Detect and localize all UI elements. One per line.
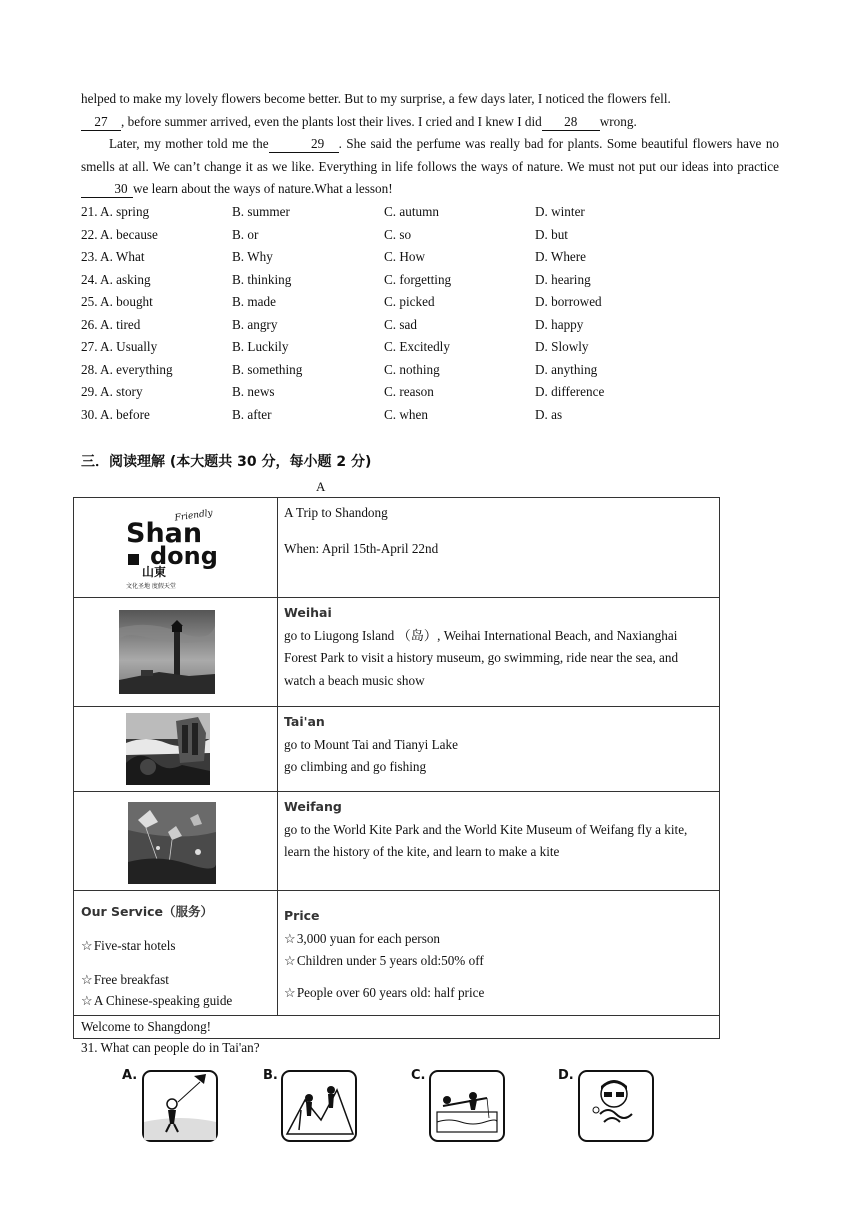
lighthouse-photo bbox=[119, 610, 215, 694]
option-b: B. thinking bbox=[232, 271, 292, 287]
passage-text: , before summer arrived, even the plants lost their lives. I cried and I knew I did bbox=[121, 113, 542, 129]
option-d: D. anything bbox=[535, 361, 598, 377]
option-a: 28. A. everything bbox=[81, 361, 173, 377]
kite-photo bbox=[128, 802, 216, 884]
table-row bbox=[74, 707, 720, 792]
welcome-cell: Welcome to Shangdong! bbox=[74, 1016, 720, 1039]
option-c: C. Excitedly bbox=[384, 339, 450, 354]
option-b: B. something bbox=[232, 361, 303, 377]
option-c: C. sad bbox=[384, 316, 417, 332]
star-icon: ☆ bbox=[81, 972, 93, 987]
option-d: D. happy bbox=[535, 316, 584, 332]
passage-text: . She said the perfume was really bad for plants. Some beautiful flowers have no smells at all. We can’t change it as we like. Everything in life follows the ways of nature. We must not put our ideas into practice bbox=[81, 136, 780, 174]
option-row-26 bbox=[81, 314, 781, 337]
option-a: 30. A. before bbox=[81, 406, 150, 422]
option-a: 23. A. What bbox=[81, 249, 145, 264]
weifang-desc: go to the World Kite Park and the World Kite Museum of Weifang fly a kite, learn the history of the kite, and learn to make a kite bbox=[284, 821, 688, 859]
question-31: 31. What can people do in Tai'an? bbox=[81, 1040, 260, 1055]
passage-paragraph bbox=[81, 133, 779, 201]
price-text: People over 60 years old: half price bbox=[296, 984, 485, 1000]
option-b: B. angry bbox=[232, 316, 278, 332]
passage-line bbox=[81, 88, 779, 111]
weifang-photo-cell bbox=[74, 792, 278, 891]
service-text: A Chinese-speaking guide bbox=[93, 993, 233, 1008]
option-a: 26. A. tired bbox=[81, 316, 141, 332]
option-row-28 bbox=[81, 359, 781, 382]
logo-motto: 文化圣地 度假天堂 bbox=[126, 583, 176, 590]
taian-photo-cell bbox=[74, 707, 278, 792]
option-b: B. Luckily bbox=[232, 339, 289, 354]
taian-activities: go climbing and go fishing bbox=[284, 759, 427, 774]
option-label: A. bbox=[122, 1068, 138, 1083]
option-row-21 bbox=[81, 201, 781, 224]
service-cell bbox=[74, 891, 278, 1016]
city-weihai: Weihai bbox=[284, 605, 332, 620]
price-text: Children under 5 years old:50% off bbox=[296, 953, 484, 968]
option-b: B. Why bbox=[232, 249, 273, 264]
weihai-desc: go to Liugong Island （岛）, Weihai International Beach, and Naxianghai Forest Park to visit a history museum, go swimming, ride near the sea, and watch a beach music show bbox=[284, 627, 679, 688]
option-b: B. summer bbox=[232, 204, 290, 219]
trip-dates: When: April 15th-April 22nd bbox=[284, 540, 439, 556]
option-b: B. made bbox=[232, 294, 276, 309]
option-c: C. when bbox=[384, 406, 428, 422]
logo-seal-text: 山東 bbox=[142, 565, 167, 579]
option-row-24 bbox=[81, 269, 781, 292]
service-item bbox=[81, 990, 270, 1011]
passage-text: wrong. bbox=[599, 113, 637, 129]
option-a: 21. A. spring bbox=[81, 204, 150, 219]
city-weifang: Weifang bbox=[284, 799, 342, 814]
trip-table bbox=[73, 497, 720, 1039]
option-row-22 bbox=[81, 224, 781, 247]
taian-cell bbox=[278, 707, 720, 792]
logo-shan: Shan bbox=[126, 518, 203, 549]
service-text: Free breakfast bbox=[93, 972, 169, 987]
option-d: D. borrowed bbox=[535, 294, 602, 309]
price-item bbox=[284, 928, 712, 951]
star-icon: ☆ bbox=[284, 930, 296, 946]
star-icon: ☆ bbox=[284, 984, 296, 1000]
option-c: C. so bbox=[384, 226, 412, 242]
kite-flying-icon bbox=[142, 1070, 218, 1142]
trip-info-cell bbox=[278, 498, 720, 598]
service-text: Five-star hotels bbox=[93, 938, 176, 953]
weihai-photo-cell bbox=[74, 598, 278, 707]
option-d: D. as bbox=[535, 406, 563, 422]
passage-line bbox=[81, 111, 779, 134]
option-c: C. autumn bbox=[384, 204, 439, 219]
table-row bbox=[74, 598, 720, 707]
mountain-photo bbox=[126, 713, 210, 785]
passage-text: we learn about the ways of nature.What a lesson! bbox=[133, 181, 393, 196]
blank-28: 28 bbox=[542, 114, 600, 131]
option-c: C. forgetting bbox=[384, 271, 452, 287]
shandong-logo bbox=[124, 506, 220, 590]
service-title: Our Service（服务） bbox=[81, 904, 214, 919]
option-a: 24. A. asking bbox=[81, 271, 151, 287]
star-icon: ☆ bbox=[81, 938, 93, 953]
option-row-30 bbox=[81, 404, 781, 427]
logo-dong: dong bbox=[150, 542, 218, 570]
price-text: 3,000 yuan for each person bbox=[296, 930, 441, 946]
taian-places: go to Mount Tai and Tianyi Lake bbox=[284, 736, 458, 752]
answer-options bbox=[81, 201, 781, 426]
option-row-27 bbox=[81, 336, 781, 359]
blank-30: 30 bbox=[81, 181, 133, 198]
option-c: C. How bbox=[384, 249, 426, 264]
star-icon: ☆ bbox=[284, 953, 296, 968]
section-title: 三．阅读理解 (本大题共 30 分，每小题 2 分) bbox=[81, 454, 372, 470]
option-label: C. bbox=[411, 1068, 426, 1083]
price-item bbox=[284, 982, 712, 1005]
swimming-icon bbox=[578, 1070, 654, 1142]
option-b: B. news bbox=[232, 384, 275, 399]
table-row bbox=[74, 792, 720, 891]
option-c: C. nothing bbox=[384, 361, 440, 377]
option-row-25 bbox=[81, 291, 781, 314]
price-title: Price bbox=[284, 908, 320, 923]
table-row bbox=[74, 498, 720, 598]
option-row-23 bbox=[81, 246, 781, 269]
price-cell bbox=[278, 891, 720, 1016]
option-d: D. Slowly bbox=[535, 339, 589, 354]
trip-title: A Trip to Shandong bbox=[284, 505, 388, 520]
weifang-cell bbox=[278, 792, 720, 891]
blank-29: 29 bbox=[269, 136, 339, 153]
logo-cell bbox=[74, 498, 278, 598]
option-b: B. or bbox=[232, 226, 259, 242]
option-d: D. but bbox=[535, 226, 568, 242]
seal-icon bbox=[128, 554, 139, 565]
option-label: B. bbox=[263, 1068, 278, 1083]
option-d: D. difference bbox=[535, 384, 605, 399]
passage-text: Later, my mother told me the bbox=[109, 136, 269, 151]
passage-letter: A bbox=[316, 479, 326, 494]
climbing-icon bbox=[281, 1070, 357, 1142]
option-a: 27. A. Usually bbox=[81, 339, 158, 354]
logo-friendly: Friendly bbox=[174, 508, 214, 524]
table-row bbox=[74, 1016, 720, 1039]
option-c: C. picked bbox=[384, 294, 435, 309]
option-a: 25. A. bought bbox=[81, 294, 153, 309]
option-a: 29. A. story bbox=[81, 384, 143, 399]
service-item bbox=[81, 969, 270, 990]
blank-27: 27 bbox=[81, 114, 121, 131]
option-d: D. hearing bbox=[535, 271, 591, 287]
table-row bbox=[74, 891, 720, 1016]
option-d: D. Where bbox=[535, 249, 587, 264]
fishing-icon bbox=[429, 1070, 505, 1142]
option-row-29 bbox=[81, 381, 781, 404]
option-d: D. winter bbox=[535, 204, 585, 219]
service-item bbox=[81, 935, 270, 956]
option-a: 22. A. because bbox=[81, 226, 158, 242]
cloze-passage bbox=[81, 88, 779, 201]
weihai-cell bbox=[278, 598, 720, 707]
price-item bbox=[284, 950, 712, 973]
option-b: B. after bbox=[232, 406, 272, 422]
city-taian: Tai'an bbox=[284, 714, 325, 729]
star-icon: ☆ bbox=[81, 993, 93, 1008]
option-c: C. reason bbox=[384, 384, 434, 399]
passage-text: helped to make my lovely flowers become better. But to my surprise, a few days later, I noticed the flowers fell. bbox=[81, 91, 671, 106]
option-label: D. bbox=[558, 1068, 574, 1083]
